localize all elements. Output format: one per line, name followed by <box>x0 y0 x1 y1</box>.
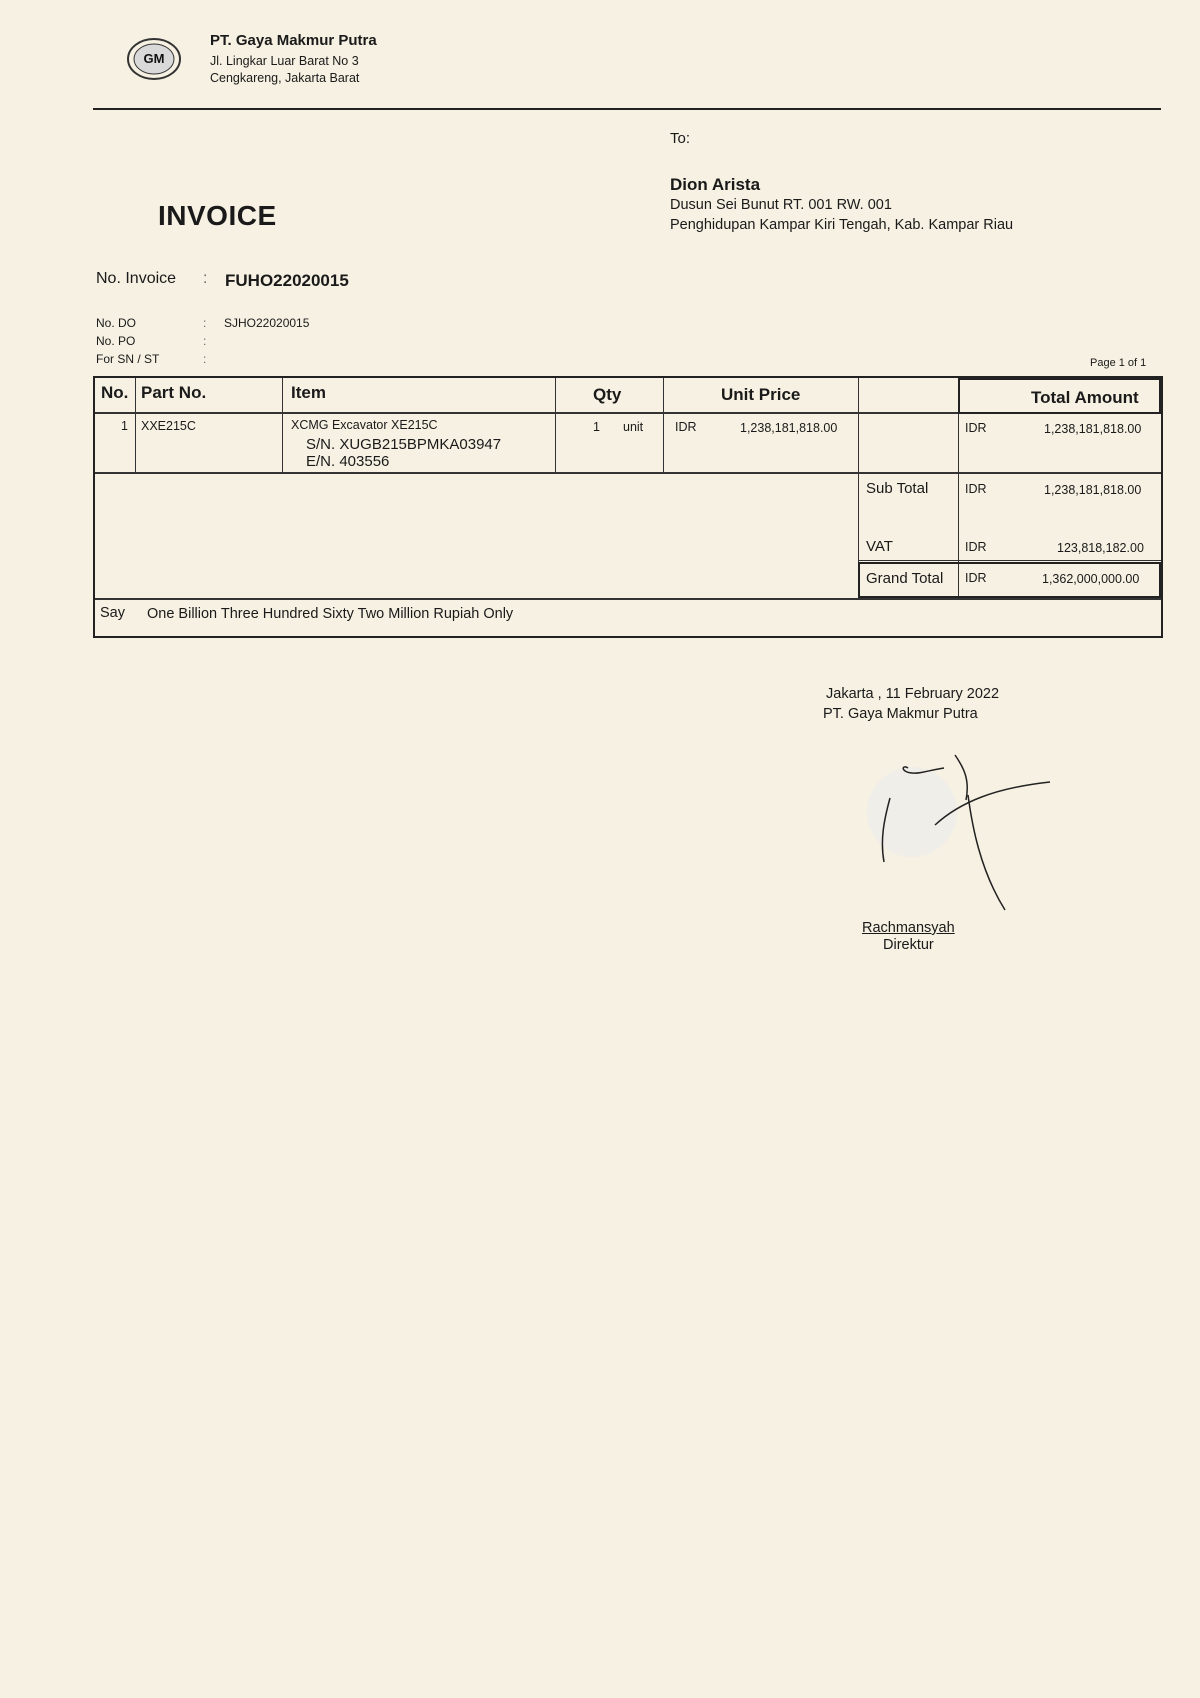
signature-company: PT. Gaya Makmur Putra <box>823 706 978 722</box>
header-total-amount: Total Amount <box>1031 388 1139 407</box>
row-part-no: XXE215C <box>141 419 196 433</box>
grand-total-label: Grand Total <box>866 570 944 587</box>
page-number: Page 1 of 1 <box>1090 357 1147 369</box>
po-colon: : <box>203 334 207 348</box>
col-line-no <box>135 378 136 472</box>
logo-text: GM <box>143 51 165 66</box>
invoice-table <box>93 376 1163 638</box>
row-qty: 1 <box>593 420 600 434</box>
row-item-serial: S/N. XUGB215BPMKA03947 <box>306 436 502 453</box>
invoice-number: FUHO22020015 <box>225 271 349 290</box>
sn-label: For SN / ST <box>96 352 160 366</box>
customer-address-line1: Dusun Sei Bunut RT. 001 RW. 001 <box>670 197 892 213</box>
document-title: INVOICE <box>158 200 277 231</box>
header-unit-price: Unit Price <box>721 385 801 404</box>
row-currency: IDR <box>675 420 697 434</box>
signer-name: Rachmansyah <box>862 920 955 936</box>
sn-colon: : <box>203 352 207 366</box>
subtotal-currency: IDR <box>965 482 987 496</box>
col-line-item <box>555 378 556 472</box>
row-item-name: XCMG Excavator XE215C <box>291 418 438 432</box>
signer-title: Direktur <box>883 937 934 953</box>
header-part-no: Part No. <box>141 383 207 402</box>
row-qty-unit: unit <box>623 420 644 434</box>
do-colon: : <box>203 316 207 330</box>
row-unit-price: 1,238,181,818.00 <box>740 421 838 435</box>
row-no: 1 <box>121 419 128 433</box>
totals-grand-line <box>858 560 1161 561</box>
say-amount-words: One Billion Three Hundred Sixty Two Million Rupiah Only <box>147 606 514 622</box>
vat-currency: IDR <box>965 540 987 554</box>
col-line-qty <box>663 378 664 472</box>
header-item: Item <box>291 383 326 402</box>
customer-address-line2: Penghidupan Kampar Kiri Tengah, Kab. Kampar Riau <box>670 217 1014 233</box>
subtotal-value: 1,238,181,818.00 <box>1044 483 1142 497</box>
do-label: No. DO <box>96 316 137 330</box>
company-address-line2: Cengkareng, Jakarta Barat <box>210 71 360 85</box>
say-divider-line <box>95 598 1161 600</box>
company-logo <box>125 36 183 82</box>
row-item-engine: E/N. 403556 <box>306 453 390 470</box>
col-line-unitprice <box>858 378 859 472</box>
grand-total-currency: IDR <box>965 571 987 585</box>
company-address-line1: Jl. Lingkar Luar Barat No 3 <box>210 54 359 68</box>
invoice-colon: : <box>203 270 208 287</box>
items-bottom-line <box>95 472 1161 474</box>
vat-value: 123,818,182.00 <box>1057 541 1144 555</box>
grand-total-value: 1,362,000,000.00 <box>1042 572 1140 586</box>
header-qty: Qty <box>593 385 622 404</box>
say-label: Say <box>100 605 125 621</box>
header-divider <box>93 108 1161 110</box>
header-no: No. <box>101 383 129 402</box>
col-line-part <box>282 378 283 472</box>
row-total-amount: 1,238,181,818.00 <box>1044 422 1142 436</box>
company-name: PT. Gaya Makmur Putra <box>210 32 377 49</box>
vat-label: VAT <box>866 538 893 555</box>
customer-name: Dion Arista <box>670 175 761 194</box>
do-number: SJHO22020015 <box>224 316 310 330</box>
signature-mark <box>860 740 1060 920</box>
po-label: No. PO <box>96 334 136 348</box>
row-total-currency: IDR <box>965 421 987 435</box>
to-label: To: <box>670 130 691 147</box>
subtotal-label: Sub Total <box>866 480 929 497</box>
invoice-number-label: No. Invoice <box>96 270 177 287</box>
place-date: Jakarta , 11 February 2022 <box>826 686 1000 702</box>
